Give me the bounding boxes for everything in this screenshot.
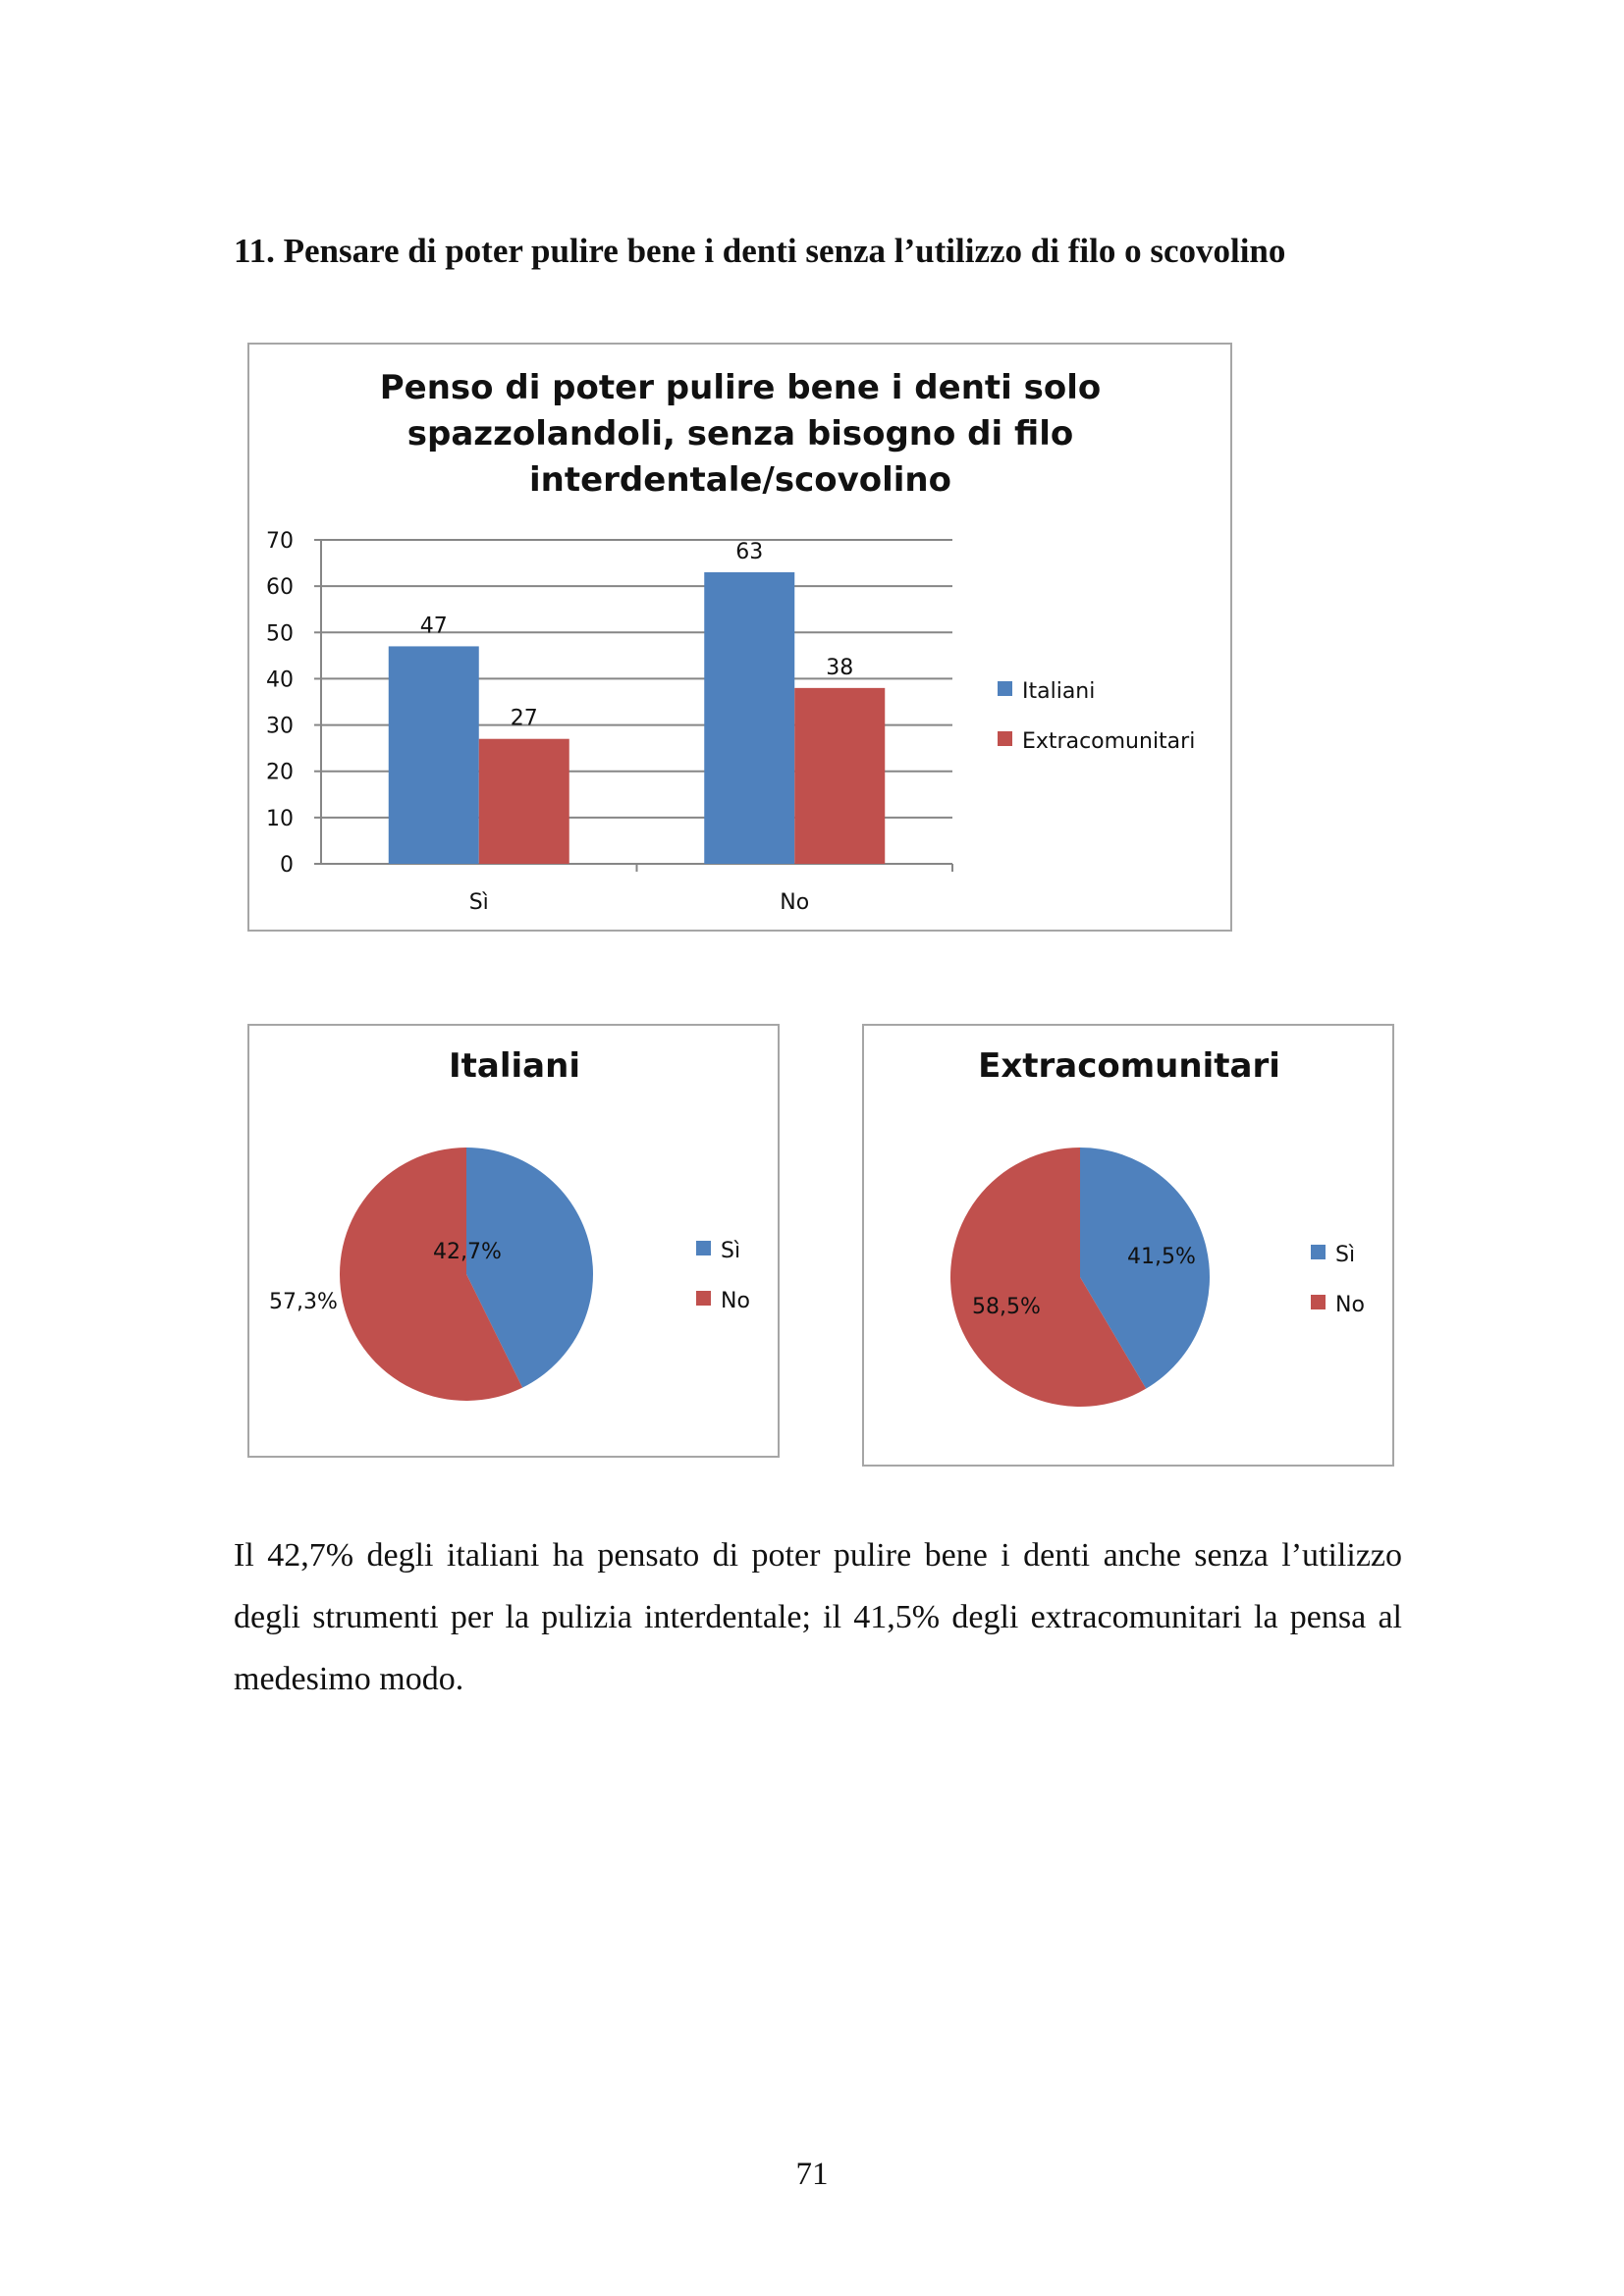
bar-extracomunitari-0 <box>479 739 569 864</box>
pie-title: Italiani <box>449 1046 580 1086</box>
pie-legend-label: Sì <box>721 1239 741 1263</box>
y-tick-label: 50 <box>266 621 294 647</box>
pie-value-label: 42,7% <box>433 1240 502 1264</box>
bar-chart-canvas <box>249 345 1231 930</box>
bar-italiani-0 <box>389 646 479 864</box>
bar-data-label: 47 <box>419 614 448 639</box>
chart-title-line: spazzolandoli, senza bisogno di filo <box>406 414 1074 454</box>
pie-legend-swatch <box>1311 1245 1326 1259</box>
y-tick-label: 70 <box>266 529 294 554</box>
bar-data-label: 38 <box>826 655 854 680</box>
pie-legend-label: No <box>721 1289 750 1313</box>
y-tick-label: 40 <box>266 667 294 693</box>
bar-data-label: 27 <box>510 706 538 731</box>
section-heading: 11. Pensare di poter pulire bene i denti senza l’utilizzo di filo o scovolino <box>234 232 1286 270</box>
bar-chart <box>247 343 1232 932</box>
chart-title-line: Penso di poter pulire bene i denti solo <box>379 368 1102 407</box>
x-tick-label: No <box>780 890 810 915</box>
pie-chart-extracomunitari <box>862 1024 1394 1467</box>
pie-legend-swatch <box>696 1291 711 1306</box>
bar-data-label: 63 <box>735 540 764 564</box>
page-number: 71 <box>795 2157 829 2192</box>
pie-legend-swatch <box>1311 1295 1326 1309</box>
y-tick-label: 0 <box>280 853 294 878</box>
pie-chart-italiani-canvas <box>249 1026 778 1456</box>
pie-value-label: 58,5% <box>972 1295 1041 1319</box>
bar-extracomunitari-1 <box>794 688 885 864</box>
pie-legend-label: Sì <box>1335 1243 1356 1267</box>
legend-label-italiani: Italiani <box>1022 679 1096 704</box>
pie-chart-extracomunitari-canvas <box>864 1026 1392 1465</box>
y-tick-label: 20 <box>266 760 294 785</box>
x-tick-label: Sì <box>468 890 489 915</box>
legend-swatch-extracomunitari <box>998 731 1012 746</box>
y-tick-label: 60 <box>266 575 294 601</box>
pie-chart-italiani <box>247 1024 780 1458</box>
chart-title-line: interdentale/scovolino <box>528 460 952 500</box>
legend-swatch-italiani <box>998 681 1012 696</box>
pie-title: Extracomunitari <box>978 1046 1280 1086</box>
legend-label-extracomunitari: Extracomunitari <box>1022 729 1196 754</box>
pie-value-label: 41,5% <box>1127 1245 1196 1269</box>
pie-legend-label: No <box>1335 1293 1365 1317</box>
body-paragraph: Il 42,7% degli italiani ha pensato di poter pulire bene i denti anche senza l’utilizzo degli strumenti per la pulizia interdentale; il 41,5% degli extracomunitari la pensa al medesimo modo. <box>234 1537 1402 1697</box>
pie-legend-swatch <box>696 1241 711 1255</box>
bar-italiani-1 <box>704 572 794 864</box>
y-tick-label: 10 <box>266 806 294 831</box>
pie-value-label: 57,3% <box>269 1290 338 1314</box>
y-tick-label: 30 <box>266 714 294 739</box>
